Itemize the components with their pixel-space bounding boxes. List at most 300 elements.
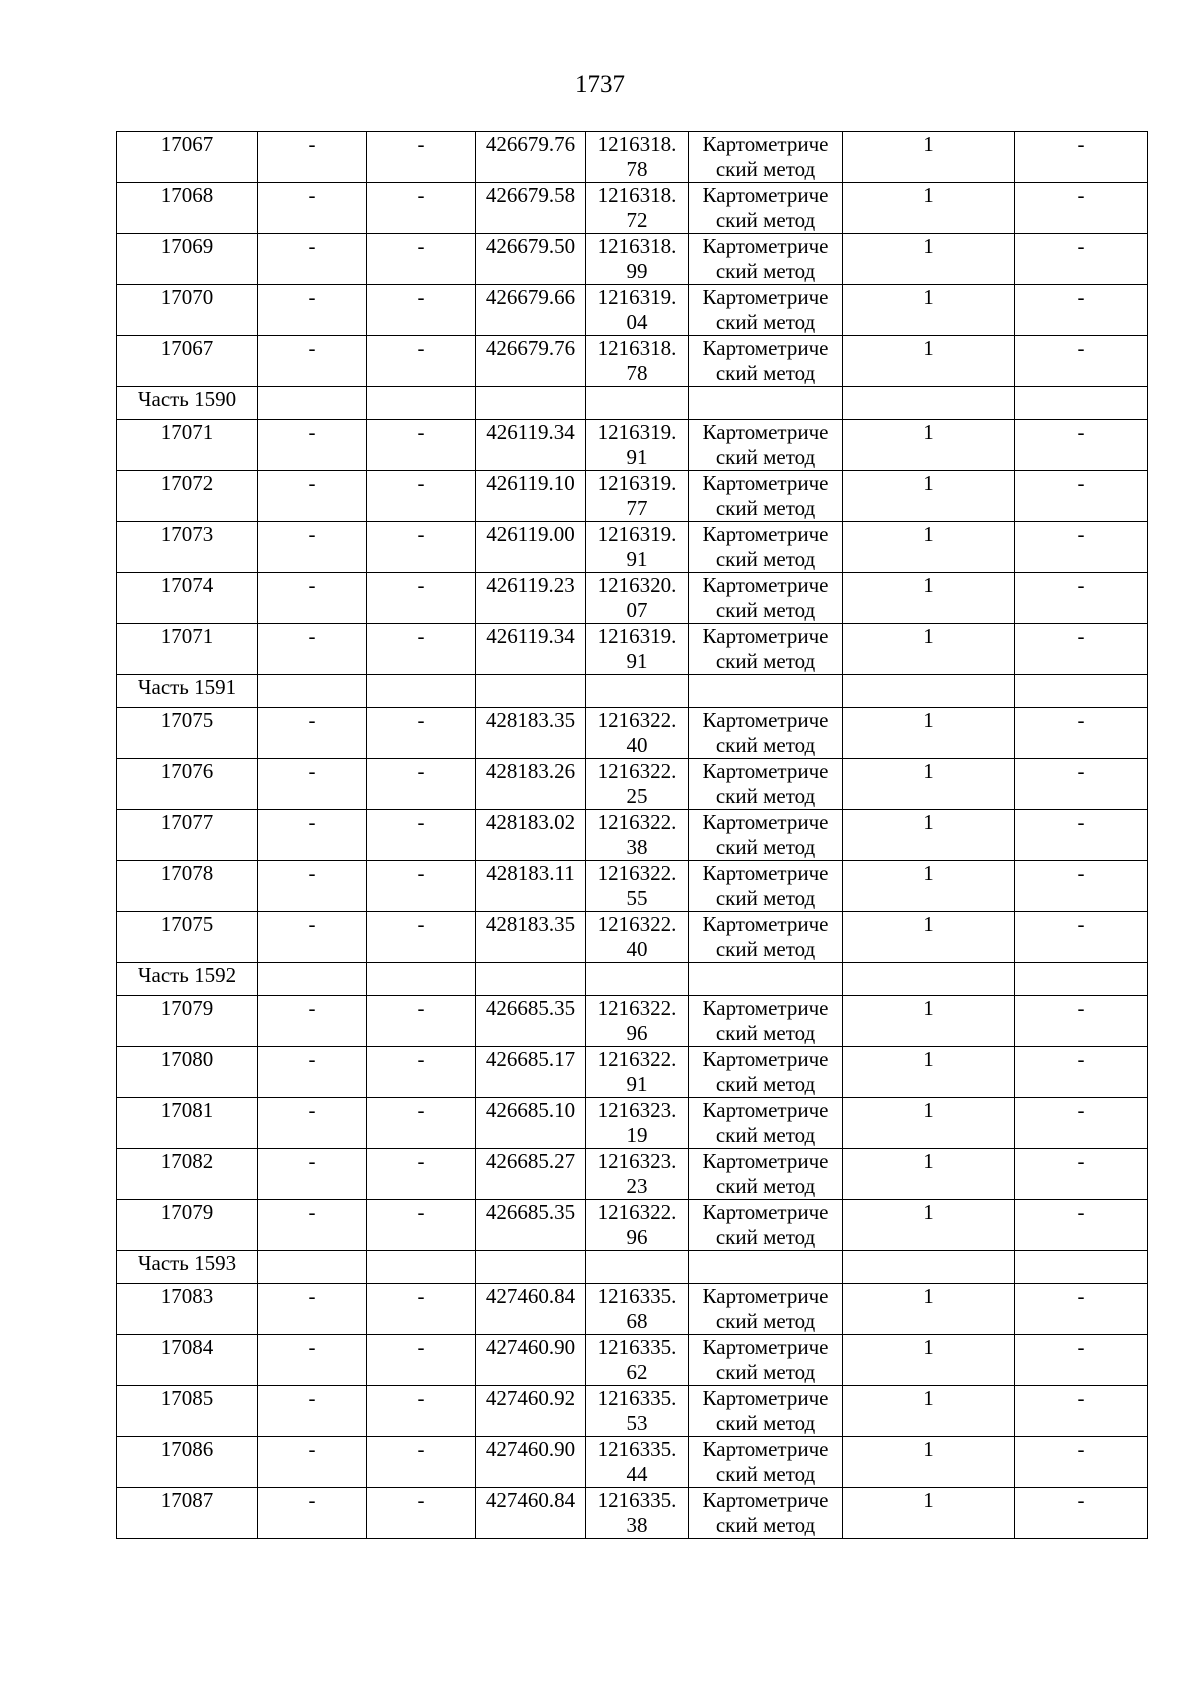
point-id-cell: 17071	[117, 624, 258, 675]
y-coordinate-part2: 40	[626, 937, 648, 961]
y-coordinate-part1: 1216323.	[597, 1149, 677, 1173]
method-line2: ский метод	[715, 733, 816, 757]
description-cell: -	[1015, 759, 1148, 810]
method-line1: Картометриче	[702, 1437, 829, 1461]
y-coordinate-part1: 1216318.	[597, 183, 677, 207]
method-cell	[689, 912, 843, 963]
empty-cell	[476, 1251, 586, 1284]
empty-cell	[586, 675, 689, 708]
method-line1: Картометриче	[702, 1047, 829, 1071]
method-line1: Картометриче	[702, 183, 829, 207]
x-coordinate-cell: 426685.10	[476, 1098, 586, 1149]
y-coordinate-cell	[586, 810, 689, 861]
y-coordinate-part2: 23	[626, 1174, 648, 1198]
description-cell: -	[1015, 996, 1148, 1047]
x-coordinate-cell: 426119.34	[476, 420, 586, 471]
empty-cell	[689, 675, 843, 708]
y-coordinate-cell	[586, 183, 689, 234]
method-line2: ский метод	[715, 835, 816, 859]
y-coordinate-cell	[586, 1098, 689, 1149]
old-y-cell: -	[367, 1437, 476, 1488]
y-coordinate-part1: 1216322.	[597, 912, 677, 936]
method-line2: ский метод	[715, 1072, 816, 1096]
part-header-row	[117, 675, 1148, 708]
method-cell	[689, 1386, 843, 1437]
point-id-cell: 17070	[117, 285, 258, 336]
method-cell	[689, 861, 843, 912]
empty-cell	[1015, 963, 1148, 996]
point-id-cell: 17075	[117, 708, 258, 759]
table-row	[117, 1098, 1148, 1149]
old-x-cell: -	[258, 234, 367, 285]
method-line2: ский метод	[715, 1174, 816, 1198]
method-cell	[689, 522, 843, 573]
precision-cell: 1	[843, 1335, 1015, 1386]
y-coordinate-part1: 1216322.	[597, 759, 677, 783]
table-row	[117, 1386, 1148, 1437]
description-cell: -	[1015, 912, 1148, 963]
point-id-cell: 17077	[117, 810, 258, 861]
old-y-cell: -	[367, 1149, 476, 1200]
table-row	[117, 1488, 1148, 1539]
part-header-row	[117, 1251, 1148, 1284]
y-coordinate-cell	[586, 522, 689, 573]
table-row	[117, 573, 1148, 624]
table-row	[117, 285, 1148, 336]
table-row	[117, 708, 1148, 759]
empty-cell	[258, 675, 367, 708]
x-coordinate-cell: 427460.90	[476, 1437, 586, 1488]
table-row	[117, 336, 1148, 387]
description-cell: -	[1015, 1098, 1148, 1149]
table-row	[117, 1149, 1148, 1200]
empty-cell	[258, 1251, 367, 1284]
precision-cell: 1	[843, 234, 1015, 285]
empty-cell	[843, 963, 1015, 996]
y-coordinate-part1: 1216322.	[597, 861, 677, 885]
old-x-cell: -	[258, 420, 367, 471]
x-coordinate-cell: 428183.35	[476, 708, 586, 759]
y-coordinate-part2: 99	[626, 259, 648, 283]
table-row	[117, 1284, 1148, 1335]
x-coordinate-cell: 428183.35	[476, 912, 586, 963]
precision-cell: 1	[843, 912, 1015, 963]
old-x-cell: -	[258, 1098, 367, 1149]
precision-cell: 1	[843, 861, 1015, 912]
old-y-cell: -	[367, 1488, 476, 1539]
x-coordinate-cell: 426685.35	[476, 996, 586, 1047]
description-cell: -	[1015, 1488, 1148, 1539]
old-x-cell: -	[258, 759, 367, 810]
precision-cell: 1	[843, 336, 1015, 387]
method-line1: Картометриче	[702, 1149, 829, 1173]
empty-cell	[367, 963, 476, 996]
table-row	[117, 912, 1148, 963]
y-coordinate-part1: 1216322.	[597, 810, 677, 834]
empty-cell	[843, 1251, 1015, 1284]
y-coordinate-cell	[586, 624, 689, 675]
precision-cell: 1	[843, 285, 1015, 336]
x-coordinate-cell: 426119.23	[476, 573, 586, 624]
old-x-cell: -	[258, 861, 367, 912]
old-x-cell: -	[258, 1335, 367, 1386]
method-line2: ский метод	[715, 1513, 816, 1537]
method-cell	[689, 708, 843, 759]
part-header-row	[117, 387, 1148, 420]
method-cell	[689, 759, 843, 810]
method-line2: ский метод	[715, 649, 816, 673]
old-y-cell: -	[367, 1047, 476, 1098]
table-row	[117, 624, 1148, 675]
y-coordinate-cell	[586, 471, 689, 522]
description-cell: -	[1015, 336, 1148, 387]
y-coordinate-cell	[586, 1437, 689, 1488]
point-id-cell: 17086	[117, 1437, 258, 1488]
part-header-row	[117, 963, 1148, 996]
method-line1: Картометриче	[702, 1200, 829, 1224]
precision-cell: 1	[843, 1488, 1015, 1539]
x-coordinate-cell: 427460.84	[476, 1488, 586, 1539]
old-y-cell: -	[367, 708, 476, 759]
precision-cell: 1	[843, 1437, 1015, 1488]
description-cell: -	[1015, 573, 1148, 624]
method-line2: ский метод	[715, 598, 816, 622]
old-x-cell: -	[258, 624, 367, 675]
precision-cell: 1	[843, 1386, 1015, 1437]
x-coordinate-cell: 426685.35	[476, 1200, 586, 1251]
method-line1: Картометриче	[702, 522, 829, 546]
old-y-cell: -	[367, 1200, 476, 1251]
method-line2: ский метод	[715, 547, 816, 571]
y-coordinate-part2: 38	[626, 835, 648, 859]
y-coordinate-part2: 53	[626, 1411, 648, 1435]
old-y-cell: -	[367, 1098, 476, 1149]
empty-cell	[843, 387, 1015, 420]
method-line2: ский метод	[715, 310, 816, 334]
x-coordinate-cell: 427460.92	[476, 1386, 586, 1437]
y-coordinate-part2: 72	[626, 208, 648, 232]
x-coordinate-cell: 426119.34	[476, 624, 586, 675]
y-coordinate-cell	[586, 1488, 689, 1539]
y-coordinate-cell	[586, 996, 689, 1047]
old-x-cell: -	[258, 996, 367, 1047]
precision-cell: 1	[843, 522, 1015, 573]
empty-cell	[367, 1251, 476, 1284]
method-line1: Картометриче	[702, 861, 829, 885]
method-line2: ский метод	[715, 1021, 816, 1045]
method-line1: Картометриче	[702, 1335, 829, 1359]
method-line1: Картометриче	[702, 1386, 829, 1410]
y-coordinate-part2: 38	[626, 1513, 648, 1537]
point-id-cell: 17067	[117, 336, 258, 387]
empty-cell	[476, 387, 586, 420]
y-coordinate-cell	[586, 759, 689, 810]
method-cell	[689, 132, 843, 183]
part-title-cell: Часть 1592	[117, 963, 258, 996]
description-cell: -	[1015, 234, 1148, 285]
description-cell: -	[1015, 1284, 1148, 1335]
y-coordinate-cell	[586, 420, 689, 471]
empty-cell	[689, 963, 843, 996]
point-id-cell: 17080	[117, 1047, 258, 1098]
old-x-cell: -	[258, 708, 367, 759]
y-coordinate-part2: 91	[626, 445, 648, 469]
method-line2: ский метод	[715, 259, 816, 283]
method-cell	[689, 234, 843, 285]
y-coordinate-part1: 1216322.	[597, 1047, 677, 1071]
precision-cell: 1	[843, 759, 1015, 810]
precision-cell: 1	[843, 1047, 1015, 1098]
y-coordinate-part1: 1216318.	[597, 132, 677, 156]
method-line1: Картометриче	[702, 1488, 829, 1512]
table-row	[117, 861, 1148, 912]
empty-cell	[586, 1251, 689, 1284]
point-id-cell: 17078	[117, 861, 258, 912]
point-id-cell: 17073	[117, 522, 258, 573]
method-line2: ский метод	[715, 784, 816, 808]
method-cell	[689, 624, 843, 675]
y-coordinate-cell	[586, 1335, 689, 1386]
old-y-cell: -	[367, 1335, 476, 1386]
method-line1: Картометриче	[702, 420, 829, 444]
precision-cell: 1	[843, 810, 1015, 861]
description-cell: -	[1015, 1047, 1148, 1098]
old-x-cell: -	[258, 471, 367, 522]
method-cell	[689, 285, 843, 336]
page-number: 1737	[575, 71, 625, 98]
y-coordinate-part1: 1216323.	[597, 1098, 677, 1122]
old-y-cell: -	[367, 912, 476, 963]
description-cell: -	[1015, 1386, 1148, 1437]
method-cell	[689, 996, 843, 1047]
old-y-cell: -	[367, 132, 476, 183]
point-id-cell: 17087	[117, 1488, 258, 1539]
table-row	[117, 183, 1148, 234]
empty-cell	[367, 387, 476, 420]
table-row	[117, 1047, 1148, 1098]
y-coordinate-part1: 1216319.	[597, 522, 677, 546]
y-coordinate-part1: 1216335.	[597, 1488, 677, 1512]
y-coordinate-part1: 1216335.	[597, 1437, 677, 1461]
old-y-cell: -	[367, 234, 476, 285]
y-coordinate-cell	[586, 1200, 689, 1251]
empty-cell	[843, 675, 1015, 708]
method-cell	[689, 1335, 843, 1386]
x-coordinate-cell: 426119.00	[476, 522, 586, 573]
precision-cell: 1	[843, 132, 1015, 183]
method-line1: Картометриче	[702, 810, 829, 834]
old-x-cell: -	[258, 573, 367, 624]
y-coordinate-part1: 1216319.	[597, 624, 677, 648]
old-y-cell: -	[367, 1284, 476, 1335]
y-coordinate-part2: 19	[626, 1123, 648, 1147]
precision-cell: 1	[843, 471, 1015, 522]
old-y-cell: -	[367, 996, 476, 1047]
y-coordinate-part1: 1216319.	[597, 285, 677, 309]
method-cell	[689, 336, 843, 387]
empty-cell	[258, 963, 367, 996]
method-line2: ский метод	[715, 886, 816, 910]
method-line2: ский метод	[715, 937, 816, 961]
y-coordinate-cell	[586, 1047, 689, 1098]
table-row	[117, 420, 1148, 471]
table-row	[117, 132, 1148, 183]
description-cell: -	[1015, 285, 1148, 336]
method-cell	[689, 471, 843, 522]
description-cell: -	[1015, 1437, 1148, 1488]
method-line1: Картометриче	[702, 573, 829, 597]
point-id-cell: 17085	[117, 1386, 258, 1437]
description-cell: -	[1015, 420, 1148, 471]
y-coordinate-part1: 1216335.	[597, 1284, 677, 1308]
description-cell: -	[1015, 861, 1148, 912]
method-cell	[689, 1488, 843, 1539]
precision-cell: 1	[843, 1284, 1015, 1335]
y-coordinate-cell	[586, 708, 689, 759]
method-line2: ский метод	[715, 445, 816, 469]
y-coordinate-part2: 77	[626, 496, 648, 520]
y-coordinate-part1: 1216322.	[597, 996, 677, 1020]
empty-cell	[689, 1251, 843, 1284]
point-id-cell: 17079	[117, 996, 258, 1047]
precision-cell: 1	[843, 1098, 1015, 1149]
x-coordinate-cell: 426685.17	[476, 1047, 586, 1098]
x-coordinate-cell: 428183.02	[476, 810, 586, 861]
method-line1: Картометриче	[702, 624, 829, 648]
y-coordinate-part1: 1216335.	[597, 1386, 677, 1410]
x-coordinate-cell: 426679.50	[476, 234, 586, 285]
method-cell	[689, 1149, 843, 1200]
x-coordinate-cell: 426119.10	[476, 471, 586, 522]
y-coordinate-cell	[586, 1386, 689, 1437]
point-id-cell: 17074	[117, 573, 258, 624]
method-line2: ский метод	[715, 1411, 816, 1435]
description-cell: -	[1015, 471, 1148, 522]
method-line2: ский метод	[715, 208, 816, 232]
coordinates-table	[116, 131, 1148, 1539]
empty-cell	[367, 675, 476, 708]
method-line2: ский метод	[715, 361, 816, 385]
old-x-cell: -	[258, 1200, 367, 1251]
method-line1: Картометриче	[702, 471, 829, 495]
empty-cell	[689, 387, 843, 420]
part-title-cell: Часть 1593	[117, 1251, 258, 1284]
y-coordinate-part2: 96	[626, 1225, 648, 1249]
method-line2: ский метод	[715, 496, 816, 520]
x-coordinate-cell: 426679.66	[476, 285, 586, 336]
y-coordinate-part2: 44	[626, 1462, 648, 1486]
precision-cell: 1	[843, 996, 1015, 1047]
old-y-cell: -	[367, 471, 476, 522]
table-row	[117, 1437, 1148, 1488]
y-coordinate-part2: 68	[626, 1309, 648, 1333]
empty-cell	[476, 675, 586, 708]
point-id-cell: 17084	[117, 1335, 258, 1386]
description-cell: -	[1015, 810, 1148, 861]
old-y-cell: -	[367, 759, 476, 810]
table-row	[117, 759, 1148, 810]
x-coordinate-cell: 426679.76	[476, 336, 586, 387]
empty-cell	[586, 963, 689, 996]
y-coordinate-cell	[586, 861, 689, 912]
y-coordinate-part2: 62	[626, 1360, 648, 1384]
x-coordinate-cell: 428183.26	[476, 759, 586, 810]
method-line1: Картометриче	[702, 132, 829, 156]
precision-cell: 1	[843, 420, 1015, 471]
method-line1: Картометриче	[702, 996, 829, 1020]
table-body	[117, 132, 1148, 1539]
description-cell: -	[1015, 624, 1148, 675]
y-coordinate-cell	[586, 132, 689, 183]
description-cell: -	[1015, 708, 1148, 759]
table-row	[117, 471, 1148, 522]
precision-cell: 1	[843, 624, 1015, 675]
method-cell	[689, 1437, 843, 1488]
old-y-cell: -	[367, 285, 476, 336]
y-coordinate-part1: 1216318.	[597, 234, 677, 258]
precision-cell: 1	[843, 1200, 1015, 1251]
table-row	[117, 522, 1148, 573]
method-cell	[689, 810, 843, 861]
description-cell: -	[1015, 1335, 1148, 1386]
method-cell	[689, 573, 843, 624]
old-y-cell: -	[367, 522, 476, 573]
table-row	[117, 1335, 1148, 1386]
old-x-cell: -	[258, 183, 367, 234]
method-cell	[689, 1200, 843, 1251]
precision-cell: 1	[843, 183, 1015, 234]
empty-cell	[1015, 387, 1148, 420]
table-row	[117, 996, 1148, 1047]
y-coordinate-part1: 1216335.	[597, 1335, 677, 1359]
empty-cell	[1015, 675, 1148, 708]
old-y-cell: -	[367, 336, 476, 387]
old-x-cell: -	[258, 1437, 367, 1488]
point-id-cell: 17079	[117, 1200, 258, 1251]
method-line1: Картометриче	[702, 234, 829, 258]
y-coordinate-part2: 04	[626, 310, 648, 334]
old-x-cell: -	[258, 132, 367, 183]
method-cell	[689, 1284, 843, 1335]
precision-cell: 1	[843, 1149, 1015, 1200]
old-x-cell: -	[258, 1284, 367, 1335]
old-x-cell: -	[258, 1488, 367, 1539]
method-line2: ский метод	[715, 1225, 816, 1249]
old-y-cell: -	[367, 573, 476, 624]
y-coordinate-part1: 1216319.	[597, 471, 677, 495]
x-coordinate-cell: 426679.76	[476, 132, 586, 183]
method-line2: ский метод	[715, 1309, 816, 1333]
description-cell: -	[1015, 132, 1148, 183]
description-cell: -	[1015, 522, 1148, 573]
y-coordinate-part1: 1216320.	[597, 573, 677, 597]
y-coordinate-cell	[586, 912, 689, 963]
method-cell	[689, 183, 843, 234]
table-row	[117, 234, 1148, 285]
description-cell: -	[1015, 183, 1148, 234]
description-cell: -	[1015, 1149, 1148, 1200]
empty-cell	[258, 387, 367, 420]
point-id-cell: 17081	[117, 1098, 258, 1149]
point-id-cell: 17068	[117, 183, 258, 234]
method-line1: Картометриче	[702, 759, 829, 783]
method-cell	[689, 1047, 843, 1098]
old-y-cell: -	[367, 861, 476, 912]
old-x-cell: -	[258, 912, 367, 963]
method-line1: Картометриче	[702, 1284, 829, 1308]
old-x-cell: -	[258, 522, 367, 573]
old-y-cell: -	[367, 810, 476, 861]
